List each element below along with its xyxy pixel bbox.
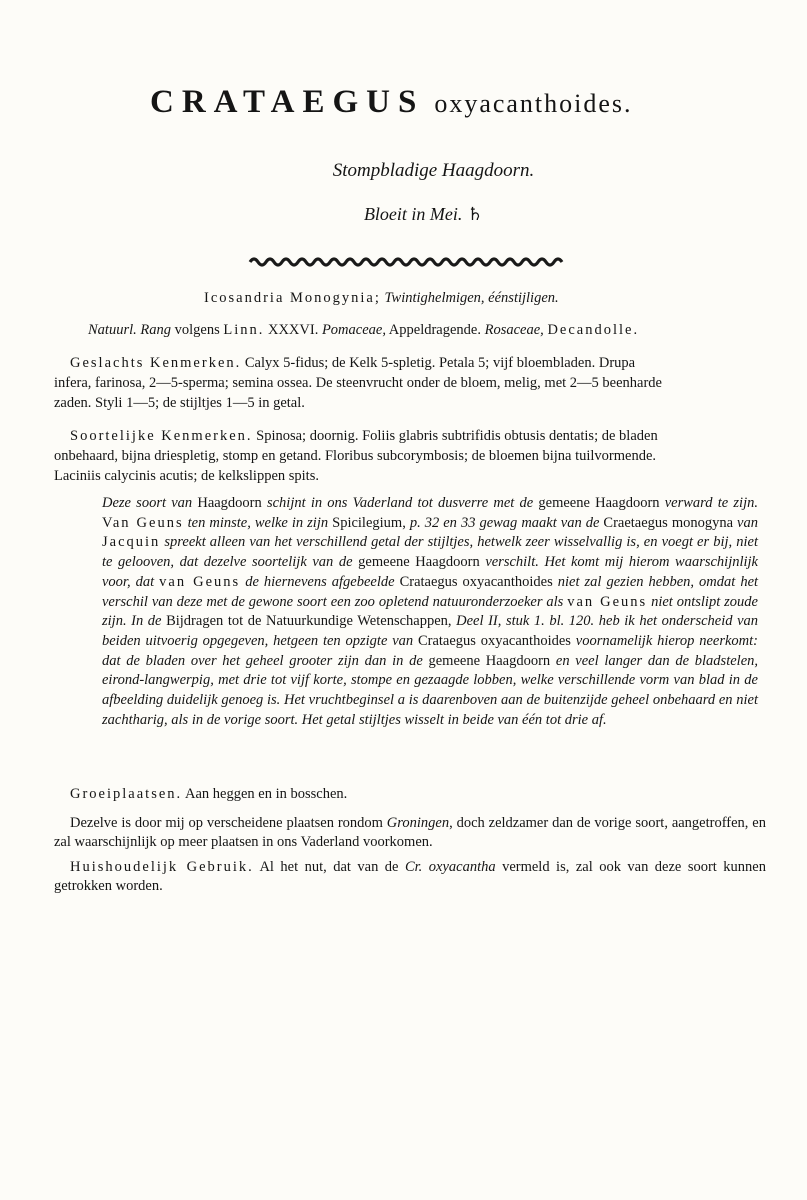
- habitat-label: Groeiplaatsen.: [70, 786, 183, 802]
- linnaean-class: Icosandria Monogynia;: [204, 290, 381, 306]
- habitat-detail: Dezelve is door mij op verscheidene plaatsen rondom Groningen, doch zeldzamer dan de vorige soort, aangetroffen, en zal waarschijnlijk op meer plaatsen in ons Vaderland voorkomen.: [54, 815, 766, 850]
- natural-order-text: volgens: [174, 322, 220, 338]
- genus-characters-text: Calyx 5-fidus; de Kelk 5-spletig. Petala 5; vijf bloembladen. Drupa: [244, 355, 636, 371]
- habitat-text: Aan heggen en in bosschen.: [184, 786, 348, 802]
- economic-use: Huishoudelijk Gebruik. Al het nut, dat van de Cr. oxyacantha vermeld is, zal ook van deze soort kunnen getrokken worden.: [54, 859, 766, 894]
- order-rosaceae: Rosaceae,: [484, 322, 544, 338]
- habitat-line: [70, 787, 347, 802]
- decorative-rule: [248, 253, 566, 271]
- species-characters-line-1: [70, 429, 658, 444]
- genus-characters-line-2: infera, farinosa, 2—5-sperma; semina ossea. De steenvrucht onder de bloem, melig, met 2—5 beenharde: [54, 375, 662, 391]
- economic-use-label: Huishoudelijk Gebruik.: [70, 859, 254, 875]
- linnaean-class-dutch: Twintighelmigen, éénstijligen.: [384, 290, 559, 306]
- genus-name: CRATAEGUS: [150, 84, 425, 120]
- author-decandolle: Decandolle.: [547, 322, 640, 338]
- page-title: [150, 86, 670, 119]
- genus-characters-label: Geslachts Kenmerken.: [70, 355, 242, 371]
- species-characters-label: Soortelijke Kenmerken.: [70, 428, 253, 444]
- order-number: XXXVI.: [267, 322, 319, 338]
- order-dutch: Appeldragende.: [388, 322, 481, 338]
- natural-order-label: Natuurl. Rang: [88, 322, 171, 338]
- genus-characters-line-3: zaden. Styli 1—5; de stijltjes 1—5 in getal.: [54, 395, 305, 411]
- classification-line: [204, 291, 559, 306]
- species-epithet: oxyacanthoides.: [434, 89, 633, 118]
- discussion-paragraph: Deze soort van Haagdoorn schijnt in ons Vaderland tot dusverre met de gemeene Haagdoorn verward te zijn. Van Geuns ten minste, welke in zijn Spicilegium, p. 32 en 33 gewag maakt van de Craetaegus monogyna van Jacquin spreekt alleen van het verschillend getal der stijltjes, hetwelk zeer wisselvallig is, en voegt er bij, niet te gelooven, dat dezelve soortelijk van de gemeene Haagdoorn verschilt. Het komt mij hierom waarschijnlijk voor, dat van Geuns de hiernevens afgebeelde Crataegus oxyacanthoides niet zal gezien hebben, omdat het verschil van deze met de gewone soort een zoo opletend natuuronderzoeker als van Geuns niet ontslipt zoude zijn. In de Bijdragen tot de Natuurkundige Wetenschappen, Deel II, stuk 1. bl. 120. heb ik het onderscheid van beiden uitvoerig opgegeven, hetgeen ten opzigte van Crataegus oxyacanthoides voornamelijk hierop neerkomt: dat de bladen over het geheel grooter zijn dan in de gemeene Haagdoorn en veel langer dan de bladstelen, eirond-langwerpig, met drie tot vijf korte, stompe en gezaagde lobben, welke verschillende vorm van blad in de afbeelding duidelijk genoeg is. Het vruchtbeginsel a is daarenboven aan de buitenzijde geheel onbehaard en niet zachtharig, als in de vorige soort. Het getal stijltjes wisselt in beide van één tot drie af.: [102, 495, 759, 728]
- flowering-time: Bloeit in Mei. ♄: [363, 204, 484, 224]
- species-characters-line-2: onbehaard, bijna driespletig, stomp en getand. Floribus subcorymbosis; de bloemen bijna tuilvormende.: [54, 448, 657, 464]
- genus-characters-line-1: [70, 356, 635, 371]
- common-name: Stompbladige Haagdoorn.: [332, 160, 535, 181]
- order-pomaceae: Pomaceae,: [321, 322, 386, 338]
- author-linnaeus: Linn.: [223, 322, 265, 338]
- species-characters-text: Spinosa; doornig. Foliis glabris subtrifidis obtusis dentatis; de bladen: [256, 428, 658, 444]
- species-characters-line-3: Laciniis calycinis acutis; de kelkslippen spits.: [54, 468, 319, 484]
- natural-order-line: [88, 323, 639, 338]
